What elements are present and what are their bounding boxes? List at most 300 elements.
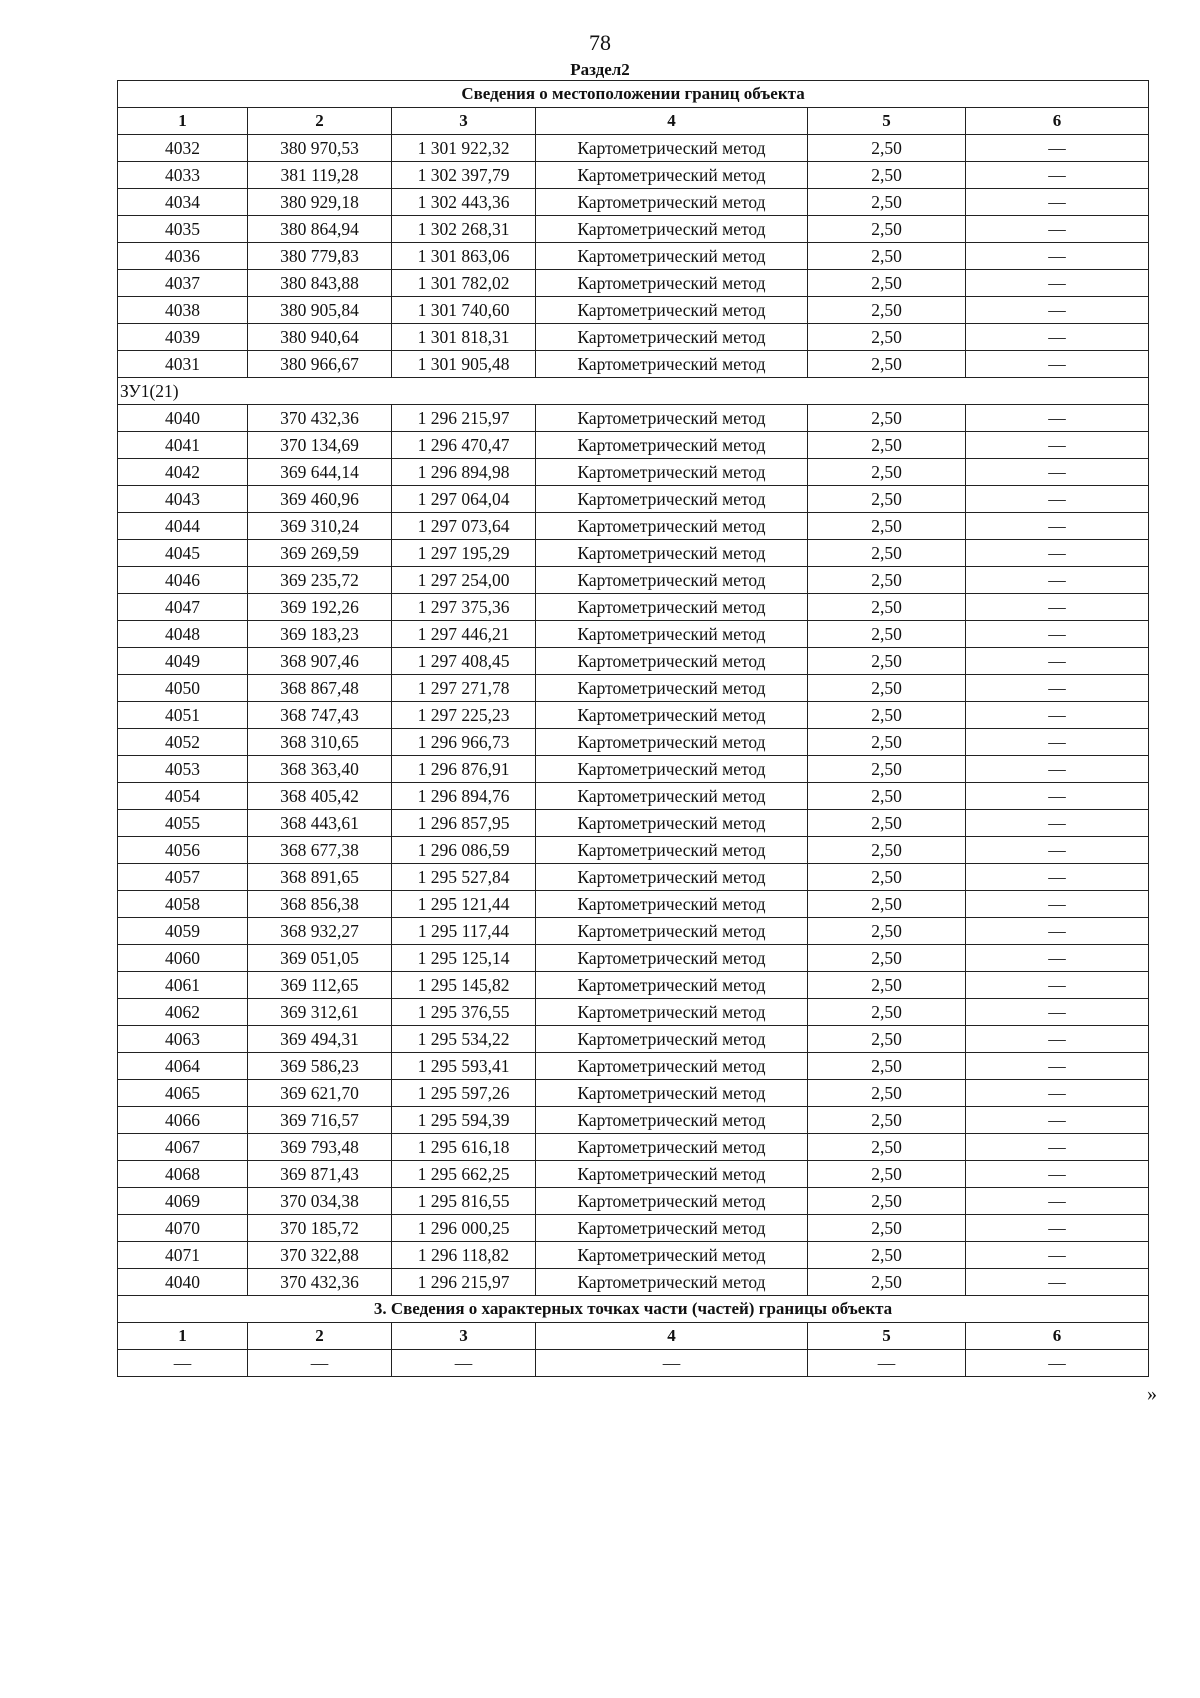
precision-cell: 2,50: [808, 756, 966, 783]
y-coordinate-cell: 1 297 408,45: [392, 648, 536, 675]
x-coordinate-cell: 369 586,23: [248, 1053, 392, 1080]
table-row: [118, 972, 1149, 999]
method-cell: Картометрический метод: [536, 432, 808, 459]
method-cell: Картометрический метод: [536, 189, 808, 216]
table-row: [118, 1107, 1149, 1134]
x-coordinate-cell: 369 183,23: [248, 621, 392, 648]
x-coordinate-cell: 369 621,70: [248, 1080, 392, 1107]
y-coordinate-cell: 1 296 966,73: [392, 729, 536, 756]
table-row: [118, 999, 1149, 1026]
description-cell: —: [966, 351, 1149, 378]
method-cell: Картометрический метод: [536, 486, 808, 513]
x-coordinate-cell: 368 310,65: [248, 729, 392, 756]
column-header: 5: [808, 1323, 966, 1350]
x-coordinate-cell: 370 185,72: [248, 1215, 392, 1242]
precision-cell: 2,50: [808, 1080, 966, 1107]
method-cell: Картометрический метод: [536, 1188, 808, 1215]
description-cell: —: [966, 270, 1149, 297]
table-title: Сведения о местоположении границ объекта: [118, 81, 1149, 108]
description-cell: —: [966, 864, 1149, 891]
x-coordinate-cell: 380 940,64: [248, 324, 392, 351]
dash-cell: —: [118, 1350, 248, 1377]
y-coordinate-cell: 1 297 375,36: [392, 594, 536, 621]
dash-cell: —: [392, 1350, 536, 1377]
column-header: 2: [248, 1323, 392, 1350]
table-row: [118, 135, 1149, 162]
description-cell: —: [966, 837, 1149, 864]
method-cell: Картометрический метод: [536, 270, 808, 297]
method-cell: Картометрический метод: [536, 405, 808, 432]
table-row: [118, 1026, 1149, 1053]
precision-cell: 2,50: [808, 189, 966, 216]
y-coordinate-cell: 1 297 254,00: [392, 567, 536, 594]
point-number-cell: 4042: [118, 459, 248, 486]
y-coordinate-cell: 1 295 594,39: [392, 1107, 536, 1134]
description-cell: —: [966, 1026, 1149, 1053]
table-row: [118, 270, 1149, 297]
column-header: 3: [392, 108, 536, 135]
y-coordinate-cell: 1 295 376,55: [392, 999, 536, 1026]
x-coordinate-cell: 368 405,42: [248, 783, 392, 810]
x-coordinate-cell: 369 310,24: [248, 513, 392, 540]
table-row: [118, 729, 1149, 756]
table-row: [118, 1242, 1149, 1269]
precision-cell: 2,50: [808, 297, 966, 324]
precision-cell: 2,50: [808, 216, 966, 243]
method-cell: Картометрический метод: [536, 837, 808, 864]
x-coordinate-cell: 370 322,88: [248, 1242, 392, 1269]
method-cell: Картометрический метод: [536, 1026, 808, 1053]
x-coordinate-cell: 369 235,72: [248, 567, 392, 594]
description-cell: —: [966, 675, 1149, 702]
table-row: [118, 756, 1149, 783]
method-cell: Картометрический метод: [536, 729, 808, 756]
y-coordinate-cell: 1 296 876,91: [392, 756, 536, 783]
method-cell: Картометрический метод: [536, 567, 808, 594]
x-coordinate-cell: 380 843,88: [248, 270, 392, 297]
column-header: 1: [118, 1323, 248, 1350]
method-cell: Картометрический метод: [536, 918, 808, 945]
description-cell: —: [966, 729, 1149, 756]
description-cell: —: [966, 702, 1149, 729]
precision-cell: 2,50: [808, 702, 966, 729]
group-row-body: [118, 378, 1149, 405]
y-coordinate-cell: 1 296 470,47: [392, 432, 536, 459]
point-number-cell: 4036: [118, 243, 248, 270]
point-number-cell: 4039: [118, 324, 248, 351]
x-coordinate-cell: 381 119,28: [248, 162, 392, 189]
point-number-cell: 4058: [118, 891, 248, 918]
x-coordinate-cell: 369 644,14: [248, 459, 392, 486]
point-number-cell: 4057: [118, 864, 248, 891]
table-body-part2: [118, 405, 1149, 1296]
x-coordinate-cell: 368 856,38: [248, 891, 392, 918]
table-row: [118, 918, 1149, 945]
x-coordinate-cell: 369 716,57: [248, 1107, 392, 1134]
table-row: [118, 567, 1149, 594]
x-coordinate-cell: 380 929,18: [248, 189, 392, 216]
precision-cell: 2,50: [808, 1107, 966, 1134]
method-cell: Картометрический метод: [536, 513, 808, 540]
table-row: [118, 1080, 1149, 1107]
method-cell: Картометрический метод: [536, 243, 808, 270]
precision-cell: 2,50: [808, 1269, 966, 1296]
dash-cell: —: [808, 1350, 966, 1377]
precision-cell: 2,50: [808, 810, 966, 837]
y-coordinate-cell: 1 296 894,98: [392, 459, 536, 486]
x-coordinate-cell: 370 134,69: [248, 432, 392, 459]
point-number-cell: 4040: [118, 1269, 248, 1296]
closing-quote: »: [1147, 1383, 1157, 1405]
section3-body: [118, 1296, 1149, 1377]
method-cell: Картометрический метод: [536, 135, 808, 162]
point-number-cell: 4038: [118, 297, 248, 324]
y-coordinate-cell: 1 302 268,31: [392, 216, 536, 243]
point-number-cell: 4044: [118, 513, 248, 540]
description-cell: —: [966, 1242, 1149, 1269]
point-number-cell: 4050: [118, 675, 248, 702]
point-number-cell: 4041: [118, 432, 248, 459]
y-coordinate-cell: 1 295 117,44: [392, 918, 536, 945]
y-coordinate-cell: 1 296 215,97: [392, 405, 536, 432]
point-number-cell: 4043: [118, 486, 248, 513]
y-coordinate-cell: 1 295 816,55: [392, 1188, 536, 1215]
precision-cell: 2,50: [808, 945, 966, 972]
table-title-row: [118, 81, 1149, 108]
point-number-cell: 4068: [118, 1161, 248, 1188]
precision-cell: 2,50: [808, 135, 966, 162]
table-row: [118, 432, 1149, 459]
section3-header-row: [118, 1323, 1149, 1350]
x-coordinate-cell: 369 494,31: [248, 1026, 392, 1053]
x-coordinate-cell: 369 269,59: [248, 540, 392, 567]
description-cell: —: [966, 783, 1149, 810]
x-coordinate-cell: 380 966,67: [248, 351, 392, 378]
precision-cell: 2,50: [808, 999, 966, 1026]
x-coordinate-cell: 380 864,94: [248, 216, 392, 243]
y-coordinate-cell: 1 297 064,04: [392, 486, 536, 513]
precision-cell: 2,50: [808, 837, 966, 864]
point-number-cell: 4065: [118, 1080, 248, 1107]
column-header: 6: [966, 1323, 1149, 1350]
method-cell: Картометрический метод: [536, 999, 808, 1026]
x-coordinate-cell: 368 932,27: [248, 918, 392, 945]
table-row: [118, 1269, 1149, 1296]
point-number-cell: 4047: [118, 594, 248, 621]
dash-cell: —: [248, 1350, 392, 1377]
table-row: [118, 513, 1149, 540]
column-header: 2: [248, 108, 392, 135]
method-cell: Картометрический метод: [536, 1107, 808, 1134]
precision-cell: 2,50: [808, 1161, 966, 1188]
point-number-cell: 4071: [118, 1242, 248, 1269]
y-coordinate-cell: 1 297 195,29: [392, 540, 536, 567]
table-row: [118, 945, 1149, 972]
precision-cell: 2,50: [808, 405, 966, 432]
precision-cell: 2,50: [808, 567, 966, 594]
method-cell: Картометрический метод: [536, 945, 808, 972]
precision-cell: 2,50: [808, 864, 966, 891]
description-cell: —: [966, 297, 1149, 324]
description-cell: —: [966, 189, 1149, 216]
y-coordinate-cell: 1 295 593,41: [392, 1053, 536, 1080]
table-row: [118, 189, 1149, 216]
method-cell: Картометрический метод: [536, 972, 808, 999]
column-header-row: [118, 108, 1149, 135]
point-number-cell: 4048: [118, 621, 248, 648]
description-cell: —: [966, 513, 1149, 540]
x-coordinate-cell: 369 192,26: [248, 594, 392, 621]
description-cell: —: [966, 1107, 1149, 1134]
x-coordinate-cell: 369 871,43: [248, 1161, 392, 1188]
point-number-cell: 4051: [118, 702, 248, 729]
table-row: [118, 1053, 1149, 1080]
method-cell: Картометрический метод: [536, 594, 808, 621]
description-cell: —: [966, 486, 1149, 513]
point-number-cell: 4061: [118, 972, 248, 999]
x-coordinate-cell: 370 034,38: [248, 1188, 392, 1215]
method-cell: Картометрический метод: [536, 162, 808, 189]
y-coordinate-cell: 1 301 863,06: [392, 243, 536, 270]
point-number-cell: 4040: [118, 405, 248, 432]
description-cell: —: [966, 945, 1149, 972]
point-number-cell: 4032: [118, 135, 248, 162]
description-cell: —: [966, 999, 1149, 1026]
x-coordinate-cell: 368 867,48: [248, 675, 392, 702]
x-coordinate-cell: 368 443,61: [248, 810, 392, 837]
x-coordinate-cell: 368 363,40: [248, 756, 392, 783]
x-coordinate-cell: 369 312,61: [248, 999, 392, 1026]
y-coordinate-cell: 1 297 446,21: [392, 621, 536, 648]
table-row: [118, 783, 1149, 810]
x-coordinate-cell: 369 460,96: [248, 486, 392, 513]
table-row: [118, 162, 1149, 189]
precision-cell: 2,50: [808, 351, 966, 378]
method-cell: Картометрический метод: [536, 1080, 808, 1107]
y-coordinate-cell: 1 302 397,79: [392, 162, 536, 189]
description-cell: —: [966, 1161, 1149, 1188]
description-cell: —: [966, 1215, 1149, 1242]
method-cell: Картометрический метод: [536, 648, 808, 675]
point-number-cell: 4034: [118, 189, 248, 216]
table-row: [118, 1161, 1149, 1188]
table-row: [118, 351, 1149, 378]
precision-cell: 2,50: [808, 243, 966, 270]
y-coordinate-cell: 1 301 922,32: [392, 135, 536, 162]
table-row: [118, 459, 1149, 486]
table-row: [118, 675, 1149, 702]
boundary-table: [117, 80, 1149, 1377]
precision-cell: 2,50: [808, 270, 966, 297]
table-row: [118, 216, 1149, 243]
point-number-cell: 4045: [118, 540, 248, 567]
method-cell: Картометрический метод: [536, 324, 808, 351]
description-cell: —: [966, 324, 1149, 351]
description-cell: —: [966, 972, 1149, 999]
column-header: 5: [808, 108, 966, 135]
method-cell: Картометрический метод: [536, 1215, 808, 1242]
y-coordinate-cell: 1 301 905,48: [392, 351, 536, 378]
y-coordinate-cell: 1 301 818,31: [392, 324, 536, 351]
y-coordinate-cell: 1 295 534,22: [392, 1026, 536, 1053]
description-cell: —: [966, 756, 1149, 783]
x-coordinate-cell: 370 432,36: [248, 1269, 392, 1296]
point-number-cell: 4070: [118, 1215, 248, 1242]
precision-cell: 2,50: [808, 729, 966, 756]
y-coordinate-cell: 1 301 740,60: [392, 297, 536, 324]
description-cell: —: [966, 1053, 1149, 1080]
description-cell: —: [966, 621, 1149, 648]
group-row: [118, 378, 1149, 405]
y-coordinate-cell: 1 295 616,18: [392, 1134, 536, 1161]
point-number-cell: 4053: [118, 756, 248, 783]
point-number-cell: 4055: [118, 810, 248, 837]
y-coordinate-cell: 1 296 215,97: [392, 1269, 536, 1296]
table-row: [118, 1134, 1149, 1161]
method-cell: Картометрический метод: [536, 675, 808, 702]
point-number-cell: 4054: [118, 783, 248, 810]
table-row: [118, 702, 1149, 729]
table-row: [118, 297, 1149, 324]
description-cell: —: [966, 648, 1149, 675]
precision-cell: 2,50: [808, 432, 966, 459]
method-cell: Картометрический метод: [536, 702, 808, 729]
y-coordinate-cell: 1 295 145,82: [392, 972, 536, 999]
table-row: [118, 891, 1149, 918]
method-cell: Картометрический метод: [536, 540, 808, 567]
method-cell: Картометрический метод: [536, 1161, 808, 1188]
x-coordinate-cell: 368 907,46: [248, 648, 392, 675]
table-row: [118, 864, 1149, 891]
y-coordinate-cell: 1 297 225,23: [392, 702, 536, 729]
method-cell: Картометрический метод: [536, 1269, 808, 1296]
description-cell: —: [966, 216, 1149, 243]
y-coordinate-cell: 1 296 894,76: [392, 783, 536, 810]
precision-cell: 2,50: [808, 621, 966, 648]
x-coordinate-cell: 380 779,83: [248, 243, 392, 270]
table-body-part1: [118, 135, 1149, 378]
x-coordinate-cell: 369 051,05: [248, 945, 392, 972]
method-cell: Картометрический метод: [536, 1053, 808, 1080]
point-number-cell: 4060: [118, 945, 248, 972]
method-cell: Картометрический метод: [536, 1242, 808, 1269]
point-number-cell: 4067: [118, 1134, 248, 1161]
y-coordinate-cell: 1 295 121,44: [392, 891, 536, 918]
precision-cell: 2,50: [808, 1215, 966, 1242]
x-coordinate-cell: 368 677,38: [248, 837, 392, 864]
precision-cell: 2,50: [808, 162, 966, 189]
x-coordinate-cell: 369 112,65: [248, 972, 392, 999]
precision-cell: 2,50: [808, 972, 966, 999]
y-coordinate-cell: 1 296 000,25: [392, 1215, 536, 1242]
y-coordinate-cell: 1 297 073,64: [392, 513, 536, 540]
table-row: [118, 594, 1149, 621]
description-cell: —: [966, 810, 1149, 837]
section3-empty-row: [118, 1350, 1149, 1377]
description-cell: —: [966, 243, 1149, 270]
description-cell: —: [966, 1080, 1149, 1107]
precision-cell: 2,50: [808, 1134, 966, 1161]
description-cell: —: [966, 594, 1149, 621]
point-number-cell: 4056: [118, 837, 248, 864]
table-row: [118, 1188, 1149, 1215]
table-row: [118, 405, 1149, 432]
table-row: [118, 837, 1149, 864]
precision-cell: 2,50: [808, 540, 966, 567]
dash-cell: —: [966, 1350, 1149, 1377]
dash-cell: —: [536, 1350, 808, 1377]
y-coordinate-cell: 1 302 443,36: [392, 189, 536, 216]
point-number-cell: 4031: [118, 351, 248, 378]
section-label: Раздел2: [570, 60, 630, 79]
y-coordinate-cell: 1 296 118,82: [392, 1242, 536, 1269]
description-cell: —: [966, 918, 1149, 945]
point-number-cell: 4046: [118, 567, 248, 594]
description-cell: —: [966, 432, 1149, 459]
column-header: 4: [536, 1323, 808, 1350]
section3-title: 3. Сведения о характерных точках части (частей) границы объекта: [118, 1296, 1149, 1323]
precision-cell: 2,50: [808, 1026, 966, 1053]
column-header: 6: [966, 108, 1149, 135]
description-cell: —: [966, 162, 1149, 189]
method-cell: Картометрический метод: [536, 459, 808, 486]
y-coordinate-cell: 1 295 662,25: [392, 1161, 536, 1188]
point-number-cell: 4037: [118, 270, 248, 297]
method-cell: Картометрический метод: [536, 756, 808, 783]
method-cell: Картометрический метод: [536, 891, 808, 918]
table-row: [118, 486, 1149, 513]
precision-cell: 2,50: [808, 675, 966, 702]
column-header: 1: [118, 108, 248, 135]
y-coordinate-cell: 1 295 597,26: [392, 1080, 536, 1107]
column-header: 4: [536, 108, 808, 135]
point-number-cell: 4064: [118, 1053, 248, 1080]
precision-cell: 2,50: [808, 1242, 966, 1269]
x-coordinate-cell: 369 793,48: [248, 1134, 392, 1161]
y-coordinate-cell: 1 297 271,78: [392, 675, 536, 702]
description-cell: —: [966, 891, 1149, 918]
description-cell: —: [966, 540, 1149, 567]
method-cell: Картометрический метод: [536, 810, 808, 837]
table-row: [118, 1215, 1149, 1242]
y-coordinate-cell: 1 295 125,14: [392, 945, 536, 972]
table-row: [118, 810, 1149, 837]
point-number-cell: 4059: [118, 918, 248, 945]
precision-cell: 2,50: [808, 594, 966, 621]
y-coordinate-cell: 1 295 527,84: [392, 864, 536, 891]
table-row: [118, 243, 1149, 270]
point-number-cell: 4035: [118, 216, 248, 243]
point-number-cell: 4063: [118, 1026, 248, 1053]
precision-cell: 2,50: [808, 459, 966, 486]
x-coordinate-cell: 368 891,65: [248, 864, 392, 891]
x-coordinate-cell: 368 747,43: [248, 702, 392, 729]
precision-cell: 2,50: [808, 648, 966, 675]
table-row: [118, 324, 1149, 351]
precision-cell: 2,50: [808, 918, 966, 945]
y-coordinate-cell: 1 296 086,59: [392, 837, 536, 864]
point-number-cell: 4069: [118, 1188, 248, 1215]
point-number-cell: 4052: [118, 729, 248, 756]
group-label: ЗУ1(21): [118, 378, 1149, 405]
precision-cell: 2,50: [808, 783, 966, 810]
precision-cell: 2,50: [808, 513, 966, 540]
description-cell: —: [966, 135, 1149, 162]
point-number-cell: 4066: [118, 1107, 248, 1134]
x-coordinate-cell: 380 905,84: [248, 297, 392, 324]
method-cell: Картометрический метод: [536, 621, 808, 648]
precision-cell: 2,50: [808, 486, 966, 513]
